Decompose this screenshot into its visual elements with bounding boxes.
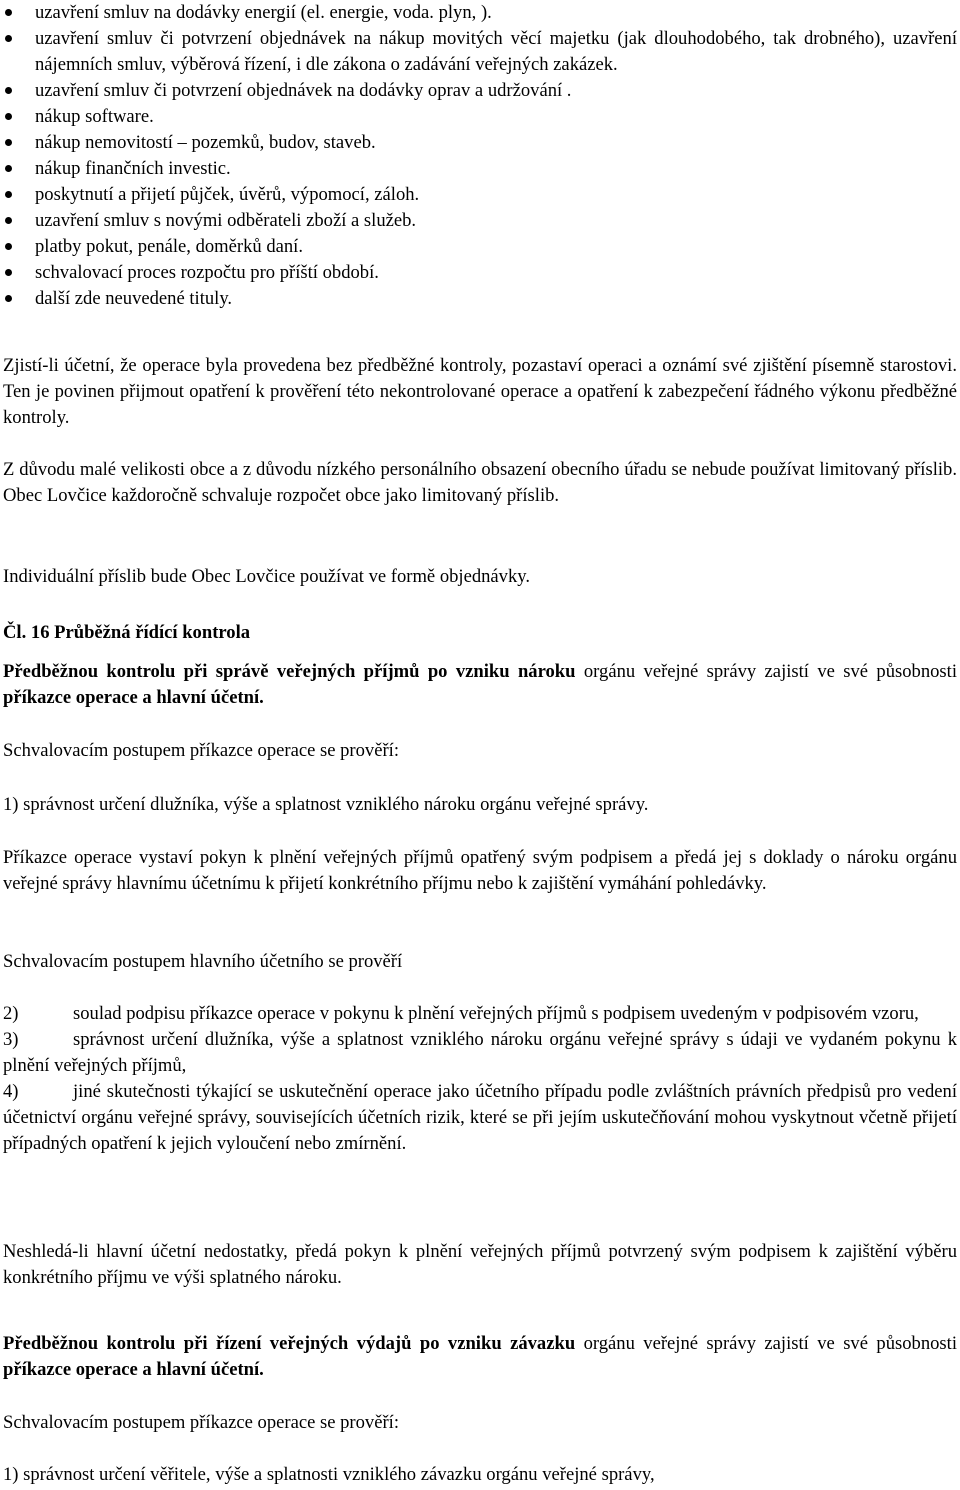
list-item-text: uzavření smluv na dodávky energií (el. energie, voda. plyn, ).	[35, 2, 492, 23]
list-item	[3, 104, 957, 130]
paragraph-individ: Individuální příslib bude Obec Lovčice používat ve formě objednávky.	[3, 566, 531, 587]
paragraph-schval-2: Schvalovacím postupem hlavního účetního se prověří	[3, 951, 403, 972]
numbered-item	[3, 1079, 957, 1157]
prijmy-bold-tail: příkazce operace a hlavní účetní.	[3, 687, 264, 708]
paragraph-schval-3: Schvalovacím postupem příkazce operace se prověří:	[3, 1412, 399, 1433]
list-item-text: uzavření smluv či potvrzení objednávek na dodávky oprav a udržování .	[35, 80, 572, 101]
list-item	[3, 182, 957, 208]
paragraph-prikazce: Příkazce operace vystaví pokyn k plnění veřejných příjmů opatřený svým podpisem a předá jej s doklady o nároku orgánu veřejné správy hlavnímu účetnímu k přijetí konkrétního příjmu nebo k zajištění vymáhání pohledávky.	[3, 847, 957, 894]
paragraph-item-last: 1) správnost určení věřitele, výše a splatnosti vzniklého závazku orgánu veřejné správy,	[3, 1464, 655, 1485]
section-heading: Čl. 16 Průběžná řídící kontrola	[3, 622, 251, 643]
list-item-text: nákup software.	[35, 106, 154, 127]
paragraph-schval-1: Schvalovacím postupem příkazce operace se prověří:	[3, 740, 399, 761]
paragraph-prijmy	[3, 659, 957, 711]
list-item	[3, 208, 957, 234]
numbered-item	[3, 1001, 957, 1027]
list-item-text: uzavření smluv s novými odběrateli zboží a služeb.	[35, 210, 417, 231]
bullet-icon	[5, 113, 12, 120]
numbered-item-text: správnost určení dlužníka, výše a splatnost vzniklého nároku orgánu veřejné správy s údaji ve vydaném pokynu k plnění veřejných příjmů,	[3, 1029, 957, 1076]
bullet-icon	[5, 243, 12, 250]
list-item	[3, 78, 957, 104]
list-item-text: schvalovací proces rozpočtu pro příští období.	[35, 262, 379, 283]
paragraph-zjisti: Zjistí-li účetní, že operace byla provedena bez předběžné kontroly, pozastaví operaci a oznámí své zjištění písemně starostovi. Ten je povinen přijmout opatření k prověření této nekontrolované operace a opatření k zabezpečení řádného výkonu předběžné kontroly.	[3, 355, 957, 428]
prijmy-text: orgánu veřejné správy zajistí ve své působnosti	[575, 661, 957, 682]
paragraph-neshleda: Neshledá-li hlavní účetní nedostatky, předá pokyn k plnění veřejných příjmů potvrzený svým podpisem k zajištění výběru konkrétního příjmu ve výši splatného nároku.	[3, 1241, 957, 1288]
bullet-icon	[5, 87, 12, 94]
paragraph-item-1: 1) správnost určení dlužníka, výše a splatnost vzniklého nároku orgánu veřejné správy.	[3, 794, 649, 815]
list-item-text: nákup finančních investic.	[35, 158, 231, 179]
bullet-icon	[5, 269, 12, 276]
vydaje-text: orgánu veřejné správy zajistí ve své působnosti	[575, 1333, 957, 1354]
numbered-item-number: 3)	[3, 1029, 19, 1050]
list-item-text: další zde neuvedené tituly.	[35, 288, 233, 309]
prijmy-bold-lead: Předběžnou kontrolu při správě veřejných příjmů po vzniku nároku	[3, 661, 576, 682]
bullet-icon	[5, 9, 12, 16]
bullet-icon	[5, 217, 12, 224]
numbered-item-text: jiné skutečnosti týkající se uskutečnění operace jako účetního případu podle zvláštních právních předpisů pro vedení účetnictví orgánu veřejné správy, souvisejících účetních rizik, které se při jejím uskutečňování mohou vyskytnout včetně přijetí případných opatření k jejich vyloučení nebo zmírnění.	[3, 1081, 957, 1154]
numbered-item	[3, 1027, 957, 1079]
list-item	[3, 234, 957, 260]
list-item	[3, 26, 957, 78]
vydaje-bold-lead: Předběžnou kontrolu při řízení veřejných výdajů po vzniku závazku	[3, 1333, 576, 1354]
bullet-icon	[5, 191, 12, 198]
bullet-icon	[5, 139, 12, 146]
list-item-text: poskytnutí a přijetí půjček, úvěrů, výpomocí, záloh.	[35, 184, 420, 205]
list-item	[3, 260, 957, 286]
numbered-list	[3, 1001, 957, 1157]
list-item	[3, 156, 957, 182]
paragraph-duvod: Z důvodu malé velikosti obce a z důvodu nízkého personálního obsazení obecního úřadu se nebude používat limitovaný příslib. Obec Lovčice každoročně schvaluje rozpočet obce jako limitovaný příslib.	[3, 459, 957, 506]
numbered-item-number: 4)	[3, 1081, 19, 1102]
list-item-text: uzavření smluv či potvrzení objednávek na nákup movitých věcí majetku (jak dlouhodobého, tak drobného), uzavření nájemních smluv, výběrová řízení, i dle zákona o zadávání veřejných zakázek.	[35, 28, 957, 75]
list-item-text: platby pokut, penále, doměrků daní.	[35, 236, 303, 257]
numbered-item-number: 2)	[3, 1003, 19, 1024]
numbered-item-text: soulad podpisu příkazce operace v pokynu k plnění veřejných příjmů s podpisem uvedeným v podpisovém vzoru,	[73, 1003, 919, 1024]
vydaje-bold-tail: příkazce operace a hlavní účetní.	[3, 1359, 264, 1380]
bullet-list	[3, 0, 957, 312]
bullet-icon	[5, 295, 12, 302]
list-item	[3, 0, 957, 26]
list-item	[3, 130, 957, 156]
bullet-icon	[5, 165, 12, 172]
paragraph-vydaje	[3, 1331, 957, 1383]
bullet-icon	[5, 35, 12, 42]
list-item	[3, 286, 957, 312]
list-item-text: nákup nemovitostí – pozemků, budov, staveb.	[35, 132, 376, 153]
